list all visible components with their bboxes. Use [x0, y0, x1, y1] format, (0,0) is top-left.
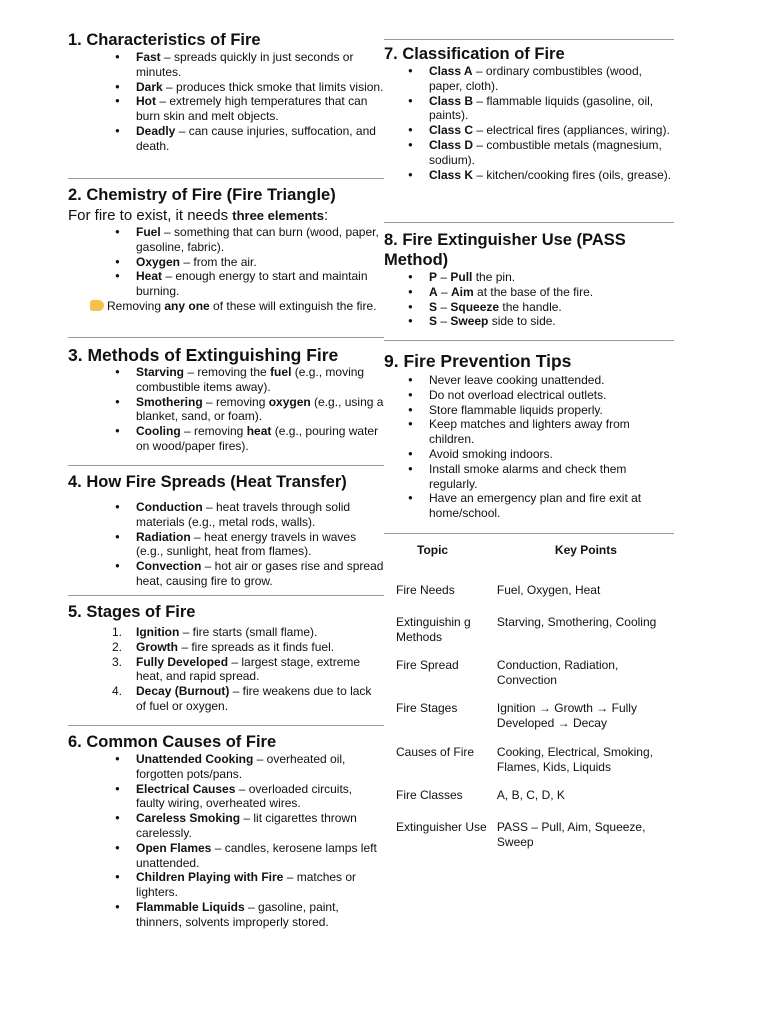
list-item: ● A – Aim at the base of the fire. [384, 285, 674, 300]
table-cell: Starving, Smothering, Cooling [496, 615, 657, 629]
section-heading: 1. Characteristics of Fire [68, 31, 261, 49]
table-row [396, 583, 674, 615]
section-heading: 5. Stages of Fire [68, 603, 196, 621]
list-item: ● Smothering – removing oxygen (e.g., using a blanket, sand, or foam). [68, 395, 384, 425]
list-item: ● Do not overload electrical outlets. [384, 388, 674, 403]
section-causes [68, 732, 384, 930]
list-item: ● Class K – kitchen/cooking fires (oils, grease). [384, 168, 674, 183]
section-divider [384, 222, 674, 223]
list-item: ● Deadly – can cause injuries, suffocation, and death. [68, 124, 384, 154]
list-item: ● Open Flames – candles, kerosene lamps left unattended. [68, 841, 384, 871]
pointing-hand-icon [90, 300, 104, 311]
section-divider [68, 725, 384, 726]
section-divider [68, 178, 384, 179]
section-heading: 7. Classification of Fire [384, 45, 565, 63]
table-cell: Fuel, Oxygen, Heat [496, 583, 601, 597]
section-heading: 9. Fire Prevention Tips [384, 351, 572, 371]
table-row [396, 701, 674, 745]
list-item: ● Children Playing with Fire – matches or lighters. [68, 870, 384, 900]
table-cell: Cooking, Electrical, Smoking, Flames, Kids, Liquids [496, 745, 653, 774]
list-item: ● Never leave cooking unattended. [384, 373, 674, 388]
list-item: ● Electrical Causes – overloaded circuits, faulty wiring, overheated wires. [68, 782, 384, 812]
table-row [396, 658, 674, 701]
section-note: Removing any one of these will extinguish the fire. [68, 299, 384, 314]
table-cell: Extinguisher Use [396, 820, 487, 834]
table-cell: Ignition → Growth → Fully Developed → Decay [496, 701, 637, 730]
table-cell: Causes of Fire [396, 745, 475, 759]
bullet-list [384, 270, 674, 329]
list-item: ● Have an emergency plan and fire exit at home/school. [384, 491, 674, 521]
list-item: 3. Fully Developed – largest stage, extreme heat, and rapid spread. [112, 654, 361, 684]
bullet-list [68, 500, 384, 589]
section-divider [68, 337, 384, 338]
list-item: ● Install smoke alarms and check them regularly. [384, 462, 674, 492]
section-classification [384, 44, 674, 182]
table-header-cell: Topic [417, 543, 449, 557]
section-divider [68, 465, 384, 466]
bullet-list [68, 752, 384, 930]
table-header-row [396, 543, 674, 583]
table-cell: A, B, C, D, K [496, 788, 565, 802]
list-item: ● Keep matches and lighters away from children. [384, 417, 674, 447]
section-extinguisher-use [384, 230, 674, 329]
section-intro: For fire to exist, it needs three elements: [68, 207, 329, 224]
table-cell: Fire Stages [396, 701, 458, 715]
table-cell: Fire Needs [396, 583, 455, 597]
numbered-list [68, 625, 384, 714]
list-item: ● Oxygen – from the air. [68, 255, 384, 270]
list-item: ● Dark – produces thick smoke that limits vision. [68, 80, 384, 95]
list-item: ● Fuel – something that can burn (wood, paper, gasoline, fabric). [68, 225, 384, 255]
section-chemistry [68, 185, 384, 314]
table-cell: Extinguishin g Methods [396, 615, 471, 644]
section-divider [384, 39, 674, 40]
key-points-table [396, 543, 674, 852]
table-row [396, 745, 674, 788]
section-heading: 3. Methods of Extinguishing Fire [68, 345, 339, 365]
table-cell: Fire Classes [396, 788, 463, 802]
section-characteristics [68, 30, 384, 154]
list-item: ● Convection – hot air or gases rise and spread heat, causing fire to grow. [68, 559, 384, 589]
list-item: ● Class D – combustible metals (magnesium, sodium). [384, 138, 674, 168]
table-row [396, 788, 674, 820]
list-item: ● Unattended Cooking – overheated oil, forgotten pots/pans. [68, 752, 384, 782]
list-item: ● Class C – electrical fires (appliances, wiring). [384, 123, 674, 138]
list-item: 4. Decay (Burnout) – fire weakens due to lack of fuel or oxygen. [112, 684, 372, 713]
table-cell: Fire Spread [396, 658, 459, 672]
list-item: ● Cooling – removing heat (e.g., pouring water on wood/paper fires). [68, 424, 384, 454]
list-item: ● P – Pull the pin. [384, 270, 674, 285]
bullet-list [384, 373, 674, 521]
list-item: ● Radiation – heat energy travels in waves (e.g., sunlight, heat from flames). [68, 530, 384, 560]
list-item: ● Starving – removing the fuel (e.g., moving combustible items away). [68, 365, 384, 395]
bullet-list [384, 64, 674, 182]
list-item: ● Class A – ordinary combustibles (wood, paper, cloth). [384, 64, 674, 94]
list-item: ● Store flammable liquids properly. [384, 403, 674, 418]
table-row [396, 615, 674, 658]
table-cell: Conduction, Radiation, Convection [496, 658, 619, 687]
section-heading: 2. Chemistry of Fire (Fire Triangle) [68, 186, 336, 204]
section-divider [384, 533, 674, 534]
list-item: ● S – Squeeze the handle. [384, 300, 674, 315]
table-cell: PASS – Pull, Aim, Squeeze, Sweep [496, 820, 646, 849]
section-prevention [384, 351, 674, 521]
section-heading: 8. Fire Extinguisher Use (PASS Method) [384, 231, 626, 269]
table-header-cell: Key Points [554, 543, 617, 557]
list-item: ● Conduction – heat travels through solid materials (e.g., metal rods, walls). [68, 500, 384, 530]
section-heat-transfer [68, 472, 384, 589]
bullet-list [68, 225, 384, 299]
section-heading: 4. How Fire Spreads (Heat Transfer) [68, 473, 347, 491]
list-item: ● S – Sweep side to side. [384, 314, 674, 329]
summary-table [396, 543, 674, 852]
list-item: 1. Ignition – fire starts (small flame). [112, 625, 318, 639]
list-item: ● Avoid smoking indoors. [384, 447, 674, 462]
section-extinguishing [68, 345, 384, 454]
list-item: ● Heat – enough energy to start and maintain burning. [68, 269, 384, 299]
table-row [396, 820, 674, 852]
section-divider [384, 340, 674, 341]
list-item: 2. Growth – fire spreads as it finds fuel. [112, 639, 335, 654]
bullet-list [68, 365, 384, 454]
section-stages [68, 602, 384, 714]
list-item: ● Flammable Liquids – gasoline, paint, thinners, solvents improperly stored. [68, 900, 384, 930]
section-heading: 6. Common Causes of Fire [68, 733, 277, 751]
list-item: ● Careless Smoking – lit cigarettes thrown carelessly. [68, 811, 384, 841]
list-item: ● Fast – spreads quickly in just seconds or minutes. [68, 50, 384, 80]
list-item: ● Class B – flammable liquids (gasoline, oil, paints). [384, 94, 674, 124]
section-divider [68, 595, 384, 596]
list-item: ● Hot – extremely high temperatures that can burn skin and melt objects. [68, 94, 384, 124]
bullet-list [68, 50, 384, 154]
